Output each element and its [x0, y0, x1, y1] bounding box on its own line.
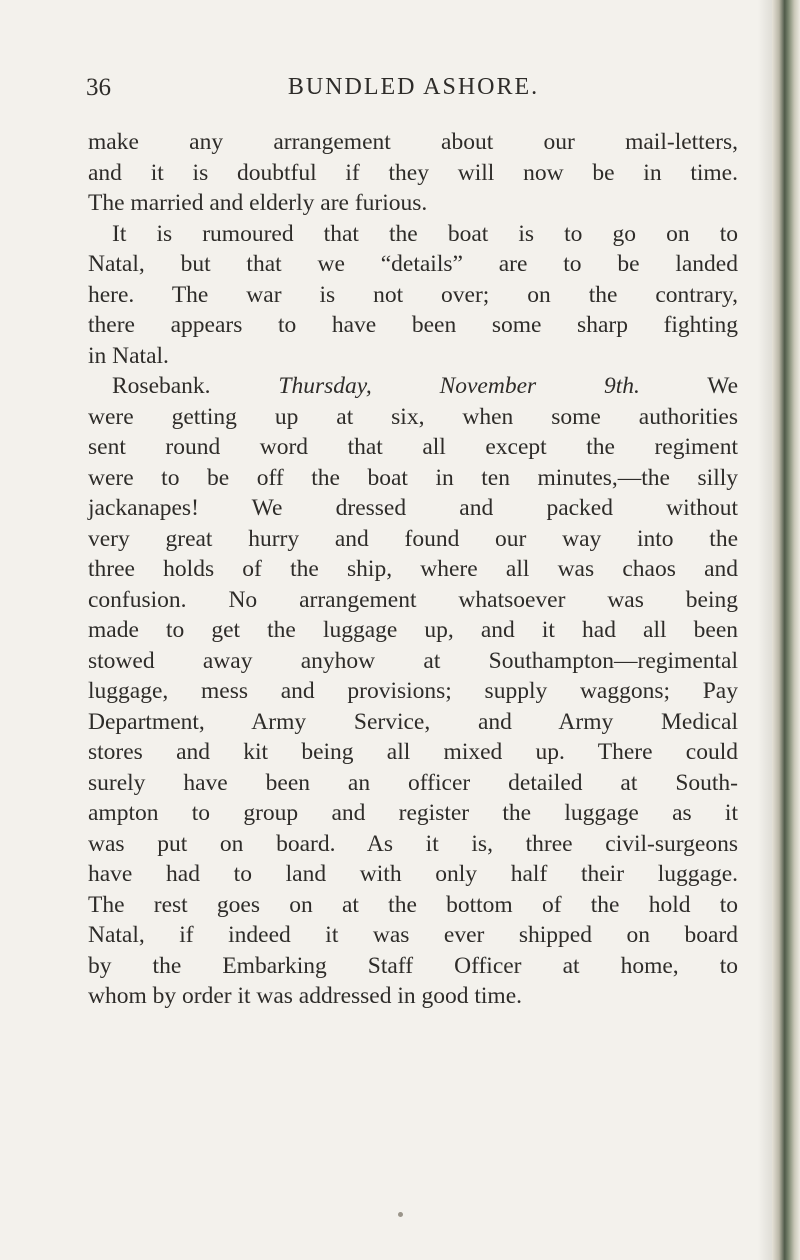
page-number: 36 [86, 74, 111, 101]
binding-shadow [758, 0, 772, 1260]
text-line: here. The war is not over; on the contrary, [88, 281, 738, 308]
text-line: stores and kit being all mixed up. There could [88, 739, 738, 765]
text-line: surely have been an officer detailed at South- [88, 769, 738, 796]
text-line: ampton to group and register the luggage as it [88, 800, 738, 826]
text-line: was put on board. As it is, three civil-surgeons [88, 830, 738, 857]
book-binding-edge [772, 0, 800, 1260]
running-head: BUNDLED ASHORE. [287, 74, 540, 100]
text-line: were to be off the boat in ten minutes,—the silly [88, 464, 738, 491]
text-line: confusion. No arrangement whatsoever was being [88, 586, 738, 613]
text-line: Department, Army Service, and Army Medical [88, 708, 738, 735]
text-line: It is rumoured that the boat is to go on to [112, 220, 738, 247]
text-line: The married and elderly are furious. [88, 190, 428, 216]
text-line: in Natal. [88, 342, 169, 369]
text-line: make any arrangement about our mail-letters, [88, 129, 738, 155]
dated-entry-line [88, 371, 738, 402]
page-header [86, 74, 741, 114]
text-line: whom by order it was addressed in good time. [88, 983, 523, 1009]
text-line: jackanapes! We dressed and packed without [88, 495, 738, 521]
text-line: stowed away anyhow at Southampton—regimental [88, 647, 738, 674]
text-line: Natal, but that we “details” are to be landed [88, 251, 738, 277]
text-line: luggage, mess and provisions; supply waggons; Pay [88, 678, 738, 704]
text-line: Natal, if indeed it was ever shipped on board [88, 922, 738, 948]
text-line: there appears to have been some sharp fighting [88, 312, 738, 338]
text-line: three holds of the ship, where all was chaos and [88, 556, 738, 582]
text-line: very great hurry and found our way into the [88, 525, 738, 552]
page-speck [398, 1212, 403, 1217]
entry-place: Rosebank. [112, 373, 211, 399]
text-line: and it is doubtful if they will now be in time. [88, 159, 738, 186]
entry-continuation: We [707, 373, 739, 399]
body-text [88, 127, 738, 1012]
entry-date: Thursday, November 9th. [278, 373, 640, 399]
text-line: were getting up at six, when some authorities [88, 403, 738, 430]
text-line: The rest goes on at the bottom of the hold to [88, 891, 738, 918]
text-line: by the Embarking Staff Officer at home, to [88, 952, 738, 979]
text-line: have had to land with only half their luggage. [88, 861, 738, 887]
text-line: sent round word that all except the regiment [88, 434, 738, 460]
text-line: made to get the luggage up, and it had all been [88, 617, 738, 643]
